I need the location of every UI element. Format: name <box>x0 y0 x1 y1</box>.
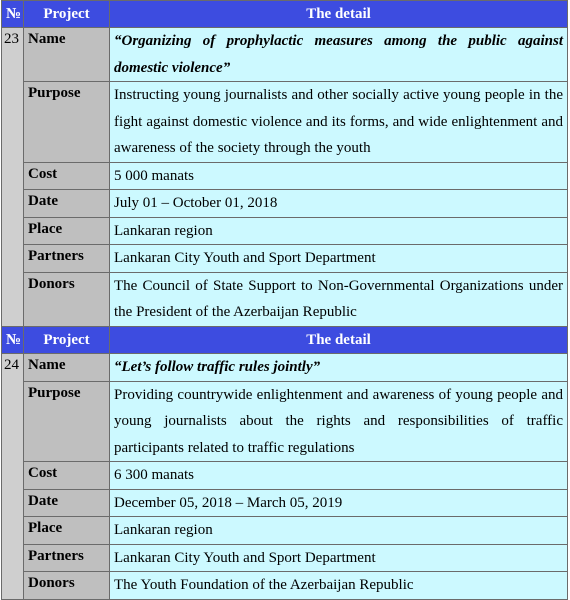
header-num: № <box>2 327 24 354</box>
project-partners: Lankaran City Youth and Sport Department <box>110 245 568 273</box>
row-label-place: Place <box>24 517 110 545</box>
table-header <box>2 1 568 28</box>
table-header <box>2 327 568 354</box>
header-detail: The detail <box>110 1 568 28</box>
header-project: Project <box>24 327 110 354</box>
row-label-partners: Partners <box>24 544 110 572</box>
project-place: Lankaran region <box>110 517 568 545</box>
project-place: Lankaran region <box>110 217 568 245</box>
project-table-23 <box>1 0 568 327</box>
table-row <box>2 544 568 572</box>
project-purpose: Providing countrywide enlightenment and awareness of young people and young journalists about the rights and responsibilities of traffic participants related to traffic regulations <box>110 381 568 462</box>
header-num: № <box>2 1 24 28</box>
project-partners: Lankaran City Youth and Sport Department <box>110 544 568 572</box>
project-name: “Let’s follow traffic rules jointly” <box>110 354 568 382</box>
table-row <box>2 245 568 273</box>
project-donors: The Youth Foundation of the Azerbaijan Republic <box>110 572 568 600</box>
table-row <box>2 517 568 545</box>
project-purpose: Instructing young journalists and other socially active young people in the fight against domestic violence and its forms, and wide enlightenment and awareness of the society through the youth <box>110 82 568 163</box>
header-detail: The detail <box>110 327 568 354</box>
row-label-purpose: Purpose <box>24 381 110 462</box>
row-label-date: Date <box>24 489 110 517</box>
table-row <box>2 462 568 490</box>
row-label-cost: Cost <box>24 462 110 490</box>
project-table-24 <box>1 326 568 600</box>
table-row <box>2 489 568 517</box>
row-label-donors: Donors <box>24 572 110 600</box>
project-cost: 6 300 manats <box>110 462 568 490</box>
project-cost: 5 000 manats <box>110 162 568 190</box>
header-project: Project <box>24 1 110 28</box>
row-label-date: Date <box>24 190 110 218</box>
row-label-name: Name <box>24 28 110 82</box>
table-row <box>2 272 568 326</box>
project-name: “Organizing of prophylactic measures among the public against domestic violence” <box>110 28 568 82</box>
project-number: 23 <box>2 28 24 327</box>
project-date: December 05, 2018 – March 05, 2019 <box>110 489 568 517</box>
project-number: 24 <box>2 354 24 600</box>
row-label-partners: Partners <box>24 245 110 273</box>
row-label-cost: Cost <box>24 162 110 190</box>
table-row <box>2 162 568 190</box>
table-row <box>2 381 568 462</box>
table-row <box>2 82 568 163</box>
table-row <box>2 217 568 245</box>
row-label-place: Place <box>24 217 110 245</box>
project-donors: The Council of State Support to Non-Governmental Organizations under the President of the Azerbaijan Republic <box>110 272 568 326</box>
table-row <box>2 354 568 382</box>
project-date: July 01 – October 01, 2018 <box>110 190 568 218</box>
table-row <box>2 28 568 82</box>
row-label-donors: Donors <box>24 272 110 326</box>
table-row <box>2 190 568 218</box>
row-label-name: Name <box>24 354 110 382</box>
row-label-purpose: Purpose <box>24 82 110 163</box>
